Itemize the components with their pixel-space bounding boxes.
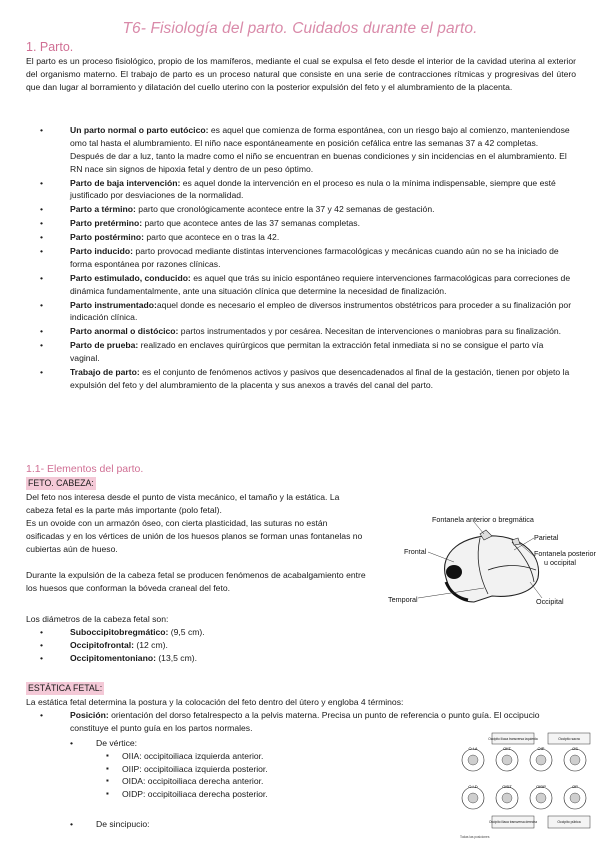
caption-top-left: Occipito ilíaca transversa izquierda (488, 737, 538, 741)
definition-item: • Parto estimulado, conducido: es aquel que trás su inicio espontáneo requiere intervenciones farmacológicas para correciones de dinámica fundamentalmente, ante una situación clínica que determine la necesidad de finalización. (26, 272, 574, 298)
position-code: OIDP (536, 784, 546, 789)
diameters-block (26, 613, 366, 665)
estatica-paragraph: La estática fetal determina la postura y la colocación del feto dentro del útero y engloba 4 términos: (26, 697, 404, 707)
position-code: OS (572, 746, 578, 751)
position-head (468, 793, 478, 803)
definition-item: • Un parto normal o parto eutócico: es aquel que comienza de forma espontánea, con un riesgo bajo al comienzo, manteniendose omo tal hasta el alumbramiento. El niño nace espontáneamente en posición cefálica entre las semanas 37 a 42 completas. Después de dar a luz, tanto la madre como el niño se encuentran en buenas condiciones y sin incidencias en el alumbramiento. El RN nace sin signos de hipoxia fetal y dentro de un peso óptimo. (26, 124, 574, 176)
vertice-item: ▪ OIIP: occipitoiliaca izquierda posterior. (26, 763, 576, 776)
definition-item: • Parto anormal o distócico: partos instrumentados y por cesárea. Necesitan de intervenciones o maniobras para su finalización. (26, 325, 574, 338)
position-head (502, 755, 512, 765)
caption-bottom-right: Occipito púbica (557, 820, 581, 824)
vertice-item: ▪ OIIA: occipitoiliaca izquierda anterior. (26, 750, 576, 763)
intro-paragraph: El parto es un proceso fisiológico, propio de los mamíferos, mediante el cual se expulsa el feto desde el interior de la cavidad uterina al exterior del organismo materno. El trabajo de parto es un proceso natural que consiste en una serie de contracciones rítmicas y progresivas del útero que dan lugar al borramiento y dilatación del cuello uterino con la posterior expulsión del feto y el alumbramiento de la placenta. (26, 56, 576, 92)
document-title: T6- Fisiología del parto. Cuidados durante el parto. (122, 20, 478, 37)
skull-label-anterior: Fontanela anterior o bregmática (432, 515, 534, 524)
feto-paragraph-1: Del feto nos interesa desde el punto de vista mecánico, el tamaño y la estática. La cabeza fetal es la parte más importante (polo fetal). (26, 492, 340, 515)
position-code: O.I.A (468, 746, 478, 751)
leader-occipital (530, 582, 542, 598)
definition-item: • Trabajo de parto: es el conjunto de fenómenos activos y pasivos que desencadenados al final de la gestación, tienen por objeto la expulsión del feto y del alumbramiento de la placenta y sus anexos a través del canal del parto. (26, 366, 574, 392)
skull-label-parietal: Parietal (534, 533, 559, 542)
estatica-fetal-label: ESTÁTICA FETAL: (26, 682, 104, 695)
feto-text-block (26, 491, 368, 595)
caption-top-right: Occipito sacra (558, 737, 580, 741)
definition-item: • Parto a término: parto que cronológicamente acontece entre la 37 y 42 semanas de gestación. (26, 203, 574, 216)
fetal-positions-diagram (456, 730, 596, 842)
diameters-list (26, 626, 366, 665)
definition-item: • Parto postérmino: parto que acontece en o tras la 42. (26, 231, 574, 244)
definition-item: • Parto de prueba: realizado en enclaves quirúrgicos que permitan la extracción fetal inmediata si no se consigue el parto vía vaginal. (26, 339, 574, 365)
diagram-footnote: Todas las posiciones (460, 835, 490, 839)
caption-bottom-mid: Occipito ilíaca transversa derecha (488, 820, 538, 824)
position-head (536, 793, 546, 803)
sincipucio-block (26, 816, 326, 831)
definition-item: • Parto instrumentado:aquel donde es necesario el empleo de diversos instrumentos obstétricos para proceder a su finalización por indicación clínica. (26, 299, 574, 325)
skull-label-temporal: Temporal (388, 595, 418, 604)
position-head (536, 755, 546, 765)
definitions-list (26, 124, 574, 393)
feto-paragraph-2: Es un ovoide con un armazón óseo, con cierta plasticidad, las suturas no están osificadas y en los vértices de unión de los huesos planos se forman unas fontanelas no cubiertas aún de hueso. (26, 517, 363, 554)
skull-label-posterior-2: u occipital (544, 558, 576, 567)
vertice-item: ▪ OIDP: occipitoiliaca derecha posterior. (26, 788, 576, 801)
vertice-item: ▪ OIDA: occipitoiliaca derecha anterior. (26, 775, 576, 788)
skull-label-occipital: Occipital (536, 597, 564, 606)
skull-label-frontal: Frontal (404, 547, 427, 556)
position-code: OIDT (502, 784, 512, 789)
position-head (570, 755, 580, 765)
definition-item: • Parto inducido: parto provocad mediante distintas intervenciones farmacológicas y mecánicas cuando aún no se ha iniciado de forma espontánea por razones clínicas. (26, 245, 574, 271)
diameter-item: • Occipitomentoniano: (13,5 cm). (26, 652, 366, 665)
diameter-item: • Occipitofrontal: (12 cm). (26, 639, 366, 652)
position-code: O.I.D (468, 784, 478, 789)
position-head (570, 793, 580, 803)
definition-item: • Parto de baja intervención: es aquel donde la intervención en el proceso es nula o la mínima indispensable, siempre que esté justificado por desviaciones de la normalidad. (26, 177, 574, 203)
definition-item: • Parto pretérmino: parto que acontece antes de las 37 semanas completas. (26, 217, 574, 230)
sincipucio-heading: • De sincipucio: (26, 818, 326, 831)
posicion-item: • Posición: orientación del dorso fetalrespecto a la pelvis materna. Precisa un punto de referencia o punto guía. El occipucio constituye el punto guía en los partos normales. (26, 709, 576, 735)
vertice-heading: • De vértice: (26, 737, 576, 750)
skull-label-posterior-1: Fontanela posterior (534, 549, 596, 558)
feto-paragraph-3: Durante la expulsión de la cabeza fetal se producen fenómenos de acabalgamiento entre los huesos que conforman la bóveda craneal del feto. (26, 570, 366, 594)
position-head (502, 793, 512, 803)
diameter-item: • Suboccipitobregmático: (9,5 cm). (26, 626, 366, 639)
fetal-skull-illustration (384, 512, 596, 612)
position-head (468, 755, 478, 765)
section-heading-elementos: 1.1- Elementos del parto. (26, 463, 144, 475)
feto-cabeza-label: FETO. CABEZA: (26, 477, 96, 490)
position-code: OIIT (503, 746, 511, 751)
diameters-intro: Los diámetros de la cabeza fetal son: (26, 614, 169, 624)
section-heading-parto: 1. Parto. (26, 40, 74, 54)
orbit-shape (446, 565, 462, 579)
position-code: OIP (537, 746, 545, 751)
position-code: OP (572, 784, 578, 789)
